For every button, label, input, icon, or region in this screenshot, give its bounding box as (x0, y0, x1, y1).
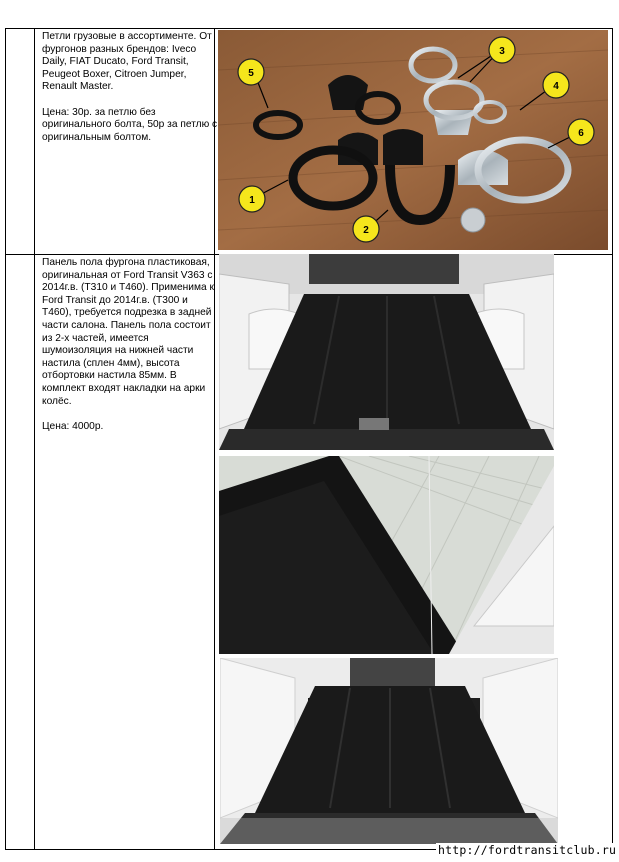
callout-6: 6 (578, 128, 584, 139)
column-divider-1 (34, 29, 35, 849)
van-floor-image-1 (219, 254, 554, 450)
callout-5: 5 (248, 68, 254, 79)
row-2-price: Цена: 4000р. (42, 420, 104, 432)
van-floor-photo-3 (220, 658, 558, 844)
callout-1: 1 (249, 195, 255, 206)
row-1-text (42, 31, 220, 157)
cargo-loops-photo (218, 30, 608, 250)
watermark-url[interactable]: http://fordtransitclub.ru (438, 843, 617, 857)
callout-2: 2 (363, 225, 369, 236)
row-2-description: Панель пола фургона пластиковая, оригинальная от Ford Transit V363 с 2014г.в. (T310 и T460). Применима к Ford Transit до 2014г.в. (T300 и T460), требуется подрезка в задней части салона. Панель пола состоит из 2-х частей, имеется шумоизоляция на нижней части настила (сплен 4мм), высота отбортовки настила 85мм. В комплект входят накладки на арки колёс. (42, 257, 214, 407)
van-floor-image-2 (219, 456, 554, 654)
van-floor-image-3 (220, 658, 558, 844)
row-1-description: Петли грузовые в ассортименте. От фургонов разных брендов: Iveco Daily, FIAT Ducato, Ford Transit, Peugeot Boxer, Citroen Jumper, Renault Master. (42, 31, 212, 93)
van-floor-photo-2 (219, 456, 554, 654)
callout-3: 3 (499, 46, 505, 57)
row-1-price: Цена: 30р. за петлю без оригинального болта, 50р за петлю с оригинальным болтом. (42, 106, 218, 143)
callout-4: 4 (553, 81, 559, 92)
row-2-text (42, 257, 220, 446)
van-floor-photo-1 (219, 254, 554, 450)
cargo-loops-image (218, 30, 608, 250)
